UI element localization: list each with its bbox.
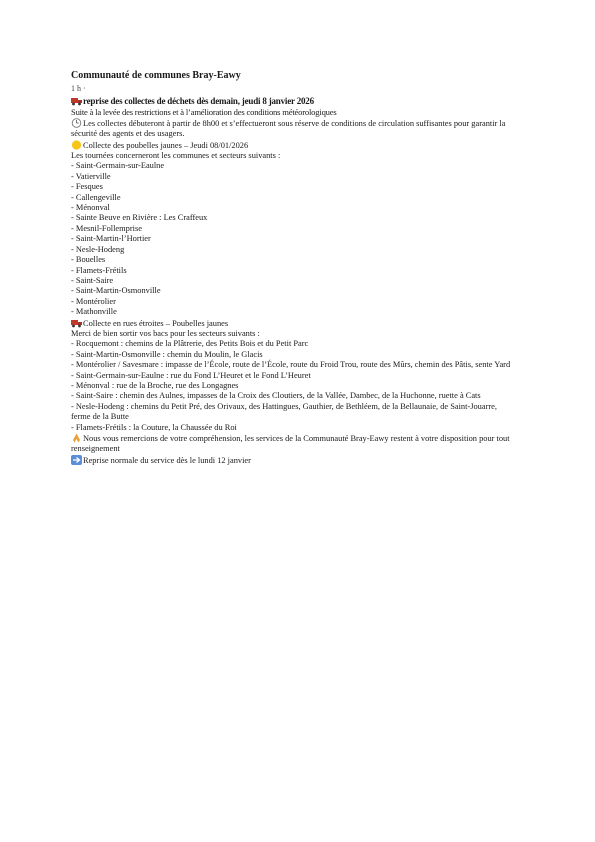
- yellow-section-title: [71, 140, 511, 151]
- list-item: - Nesle-Hodeng: [71, 244, 125, 254]
- narrow-section-title: [71, 318, 511, 329]
- post: [71, 70, 511, 466]
- thanks-paragraph: [71, 433, 511, 455]
- list-item: - Mathonville: [71, 307, 117, 317]
- list-item: - Callengeville: [71, 192, 121, 202]
- yellow-title-text: Collecte des poubelles jaunes – Jeudi 08/01/2026: [83, 140, 249, 150]
- list-item: - Saint-Germain-sur-Eaulne: [71, 161, 165, 171]
- list-item: - Saint-Germain-sur-Eaulne : rue du Fond L’Heuret et le Fond L’Heuret: [71, 370, 311, 380]
- truck-icon: [71, 318, 82, 328]
- list-item: - Nesle-Hodeng : chemins du Petit Pré, des Orivaux, des Hattingues, Gauthier, de Bethléem, de la Bellaunaie, de Saint-Jouarre, ferme de la Butte: [71, 401, 497, 422]
- post-time[interactable]: 1 h ·: [71, 84, 86, 93]
- post-headline: [71, 96, 511, 107]
- list-item: - Saint-Martin-l’Hortier: [71, 234, 151, 244]
- thanks-text: Nous vous remercions de votre compréhension, les services de la Communauté Bray-Eawy restent à votre disposition pour tout renseignement: [71, 434, 510, 454]
- list-item: - Ménonval : rue de la Broche, rue des Longagnes: [71, 380, 239, 390]
- list-item: - Rocquemont : chemins de la Plâtrerie, des Petits Bois et du Petit Parc: [71, 339, 309, 349]
- list-item: - Ménonval: [71, 203, 110, 213]
- intro-text: Les collectes débuteront à partir de 8h00 et s’effectueront sous réserve de conditions de circulation suffisantes pour garantir la sécurité des agents et des usagers.: [71, 118, 506, 139]
- yellow-circle-icon: [71, 140, 82, 150]
- list-item: - Mesnil-Follemprise: [71, 223, 142, 233]
- post-subheadline: Suite à la levée des restrictions et à l’amélioration des conditions météorologiques: [71, 107, 337, 118]
- list-item: - Montérolier: [71, 296, 116, 306]
- resume-text: Reprise normale du service dès le lundi 12 janvier: [83, 455, 251, 465]
- yellow-communes-list: [71, 161, 511, 317]
- list-item: - Bouelles: [71, 255, 106, 265]
- post-author[interactable]: Communauté de communes Bray-Eawy: [71, 70, 241, 81]
- intro-paragraph: [71, 118, 511, 140]
- list-item: - Flamets-Frétils: [71, 265, 127, 275]
- list-item: - Saint-Martin-Osmonville: [71, 286, 161, 296]
- list-item: - Montérolier / Savesmare : impasse de l’École, route de l’École, route du Froid Trou, route des Mûrs, chemin des Pâtis, sente Yard: [71, 360, 511, 370]
- list-item: - Vatierville: [71, 171, 111, 181]
- list-item: - Flamets-Frétils : la Couture, la Chaussée du Roi: [71, 422, 237, 432]
- right-arrow-icon: [71, 455, 82, 465]
- narrow-intro: Merci de bien sortir vos bacs pour les secteurs suivants :: [71, 328, 260, 338]
- headline-text: reprise des collectes de déchets dès demain, jeudi 8 janvier 2026: [83, 96, 314, 107]
- yellow-intro: Les tournées concerneront les communes et secteurs suivants :: [71, 151, 281, 161]
- praying-hands-icon: [71, 433, 82, 443]
- list-item: - Saint-Martin-Osmonville : chemin du Moulin, le Glacis: [71, 349, 263, 359]
- list-item: - Saint-Saire : chemin des Aulnes, impasses de la Croix des Cloutiers, de la Vallée, Dambec, de la Huchonne, ruette à Cats: [71, 391, 481, 401]
- narrow-title-text: Collecte en rues étroites – Poubelles jaunes: [83, 318, 229, 328]
- truck-icon: [71, 96, 82, 106]
- resume-paragraph: [71, 455, 511, 466]
- narrow-sectors-list: [71, 339, 511, 433]
- clock-icon: [71, 118, 82, 128]
- list-item: - Sainte Beuve en Rivière : Les Craffeux: [71, 213, 208, 223]
- list-item: - Fesques: [71, 182, 103, 192]
- list-item: - Saint-Saire: [71, 275, 114, 285]
